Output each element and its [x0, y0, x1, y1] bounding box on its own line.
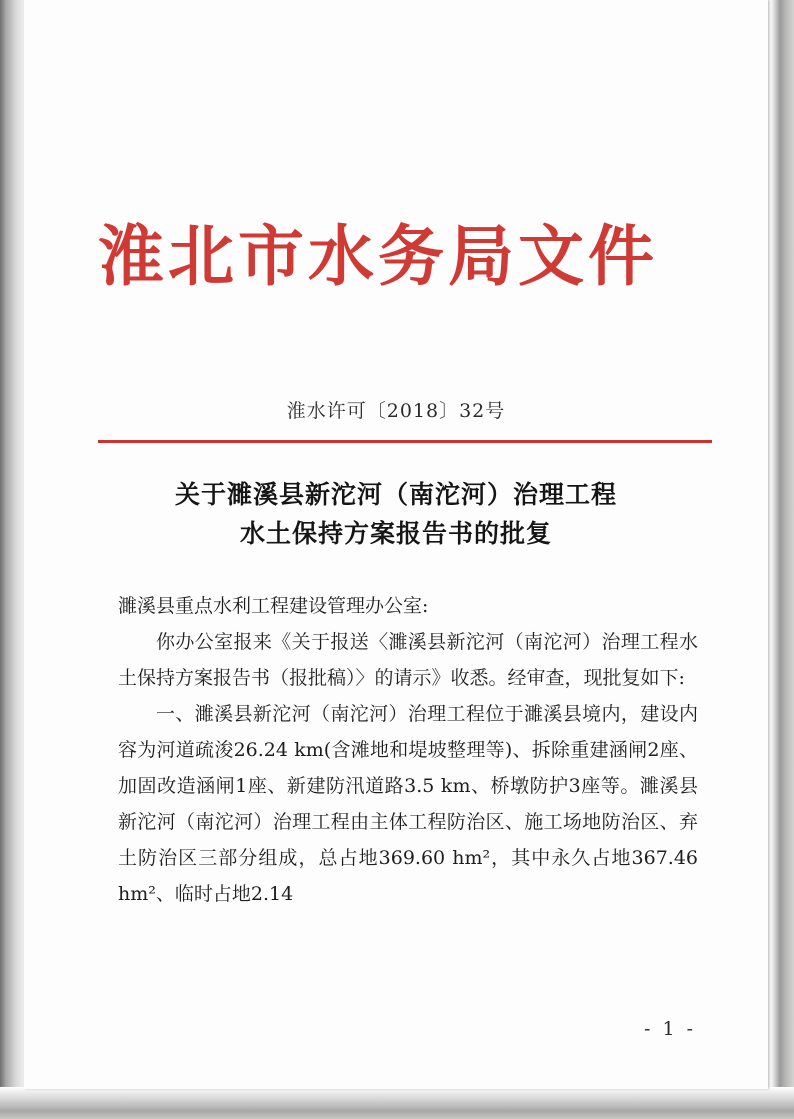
- document-body: [118, 588, 698, 912]
- document-number: 淮水许可〔2018〕32号: [286, 400, 506, 422]
- document-title-line-2: 水土保持方案报告书的批复: [239, 519, 552, 548]
- body-paragraph-1: 你办公室报来《关于报送〈濉溪县新沱河（南沱河）治理工程水土保持方案报告书（报批稿）〉的请示》收悉。经审查，现批复如下:: [118, 631, 698, 689]
- scan-edge-left: [0, 0, 24, 1119]
- document-page: [24, 0, 768, 1089]
- addressee: 濉溪县重点水利工程建设管理办公室:: [118, 595, 429, 617]
- agency-header-title: 淮北市水务局文件: [98, 217, 658, 295]
- red-divider-rule: [98, 440, 712, 443]
- page-number: - 1 -: [644, 1018, 697, 1040]
- document-title-line-1: 关于濉溪县新沱河（南沱河）治理工程: [174, 480, 617, 509]
- body-paragraph-2: 一、濉溪县新沱河（南沱河）治理工程位于濉溪县境内，建设内容为河道疏浚26.24 km(含滩地和堤坡整理等)、拆除重建涵闸2座、加固改造涵闸1座、新建防汛道路3.5 km、桥墩防护3座等。濉溪县新沱河（南沱河）治理工程由主体工程防治区、施工场地防治区、弃土防治区三部分组成，总占地369.60 hm²，其中永久占地367.46 hm²、临时占地2.14: [118, 703, 698, 905]
- scan-edge-bottom: [0, 1087, 794, 1119]
